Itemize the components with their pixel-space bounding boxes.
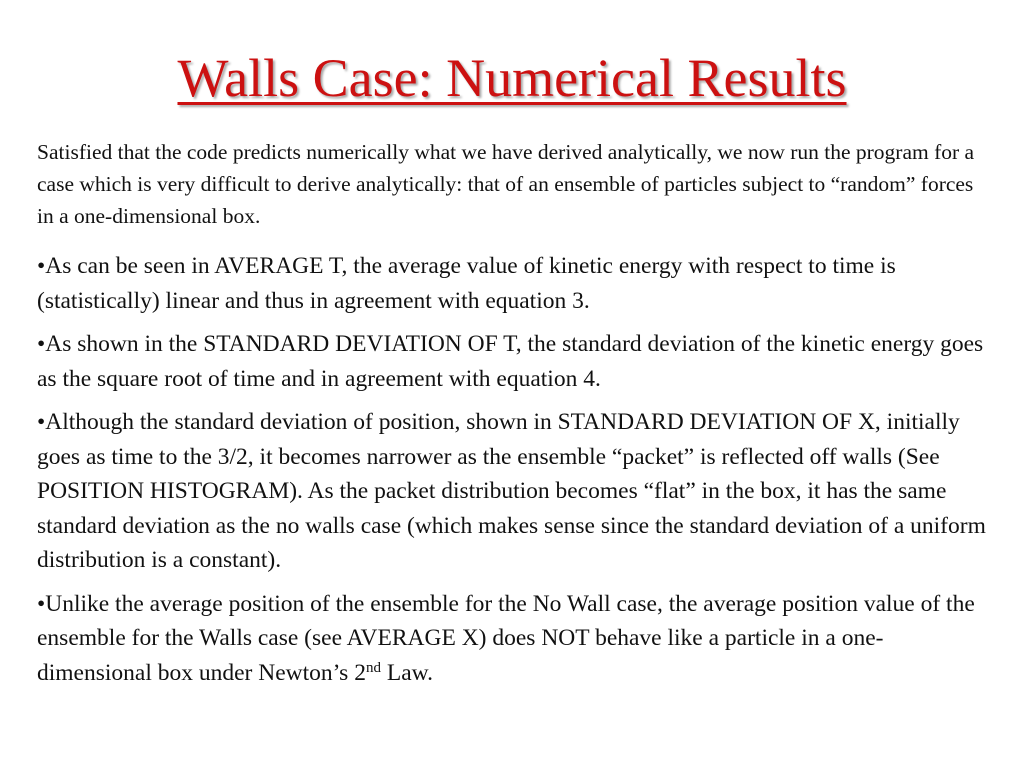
- bullet-list: [37, 249, 987, 699]
- slide-title: Walls Case: Numerical Results: [177, 48, 847, 108]
- bullet-average-x-text: •Unlike the average position of the ensemble for the No Wall case, the average position value of the ensemble for the Walls case (see AVERAGE X) does NOT behave like a particle in a one-dimensional box under Newton’s 2: [37, 590, 975, 686]
- bullet-average-x: [37, 587, 987, 691]
- bullet-average-x-tail: Law.: [380, 659, 433, 686]
- intro-paragraph: Satisfied that the code predicts numerically what we have derived analytically, we now run the program for a case which is very difficult to derive analytically: that of an ensemble of particles subject to “random” forces in a one-dimensional box.: [37, 140, 975, 228]
- ordinal-superscript: nd: [365, 659, 381, 676]
- bullet-std-dev-t: •As shown in the STANDARD DEVIATION OF T, the standard deviation of the kinetic energy goes as the square root of time and in agreement with equation 4.: [37, 331, 984, 392]
- bullet-average-t: •As can be seen in AVERAGE T, the average value of kinetic energy with respect to time is (statistically) linear and thus in agreement with equation 3.: [37, 253, 896, 314]
- bullet-std-dev-x: •Although the standard deviation of position, shown in STANDARD DEVIATION OF X, initially goes as time to the 3/2, it becomes narrower as the ensemble “packet” is reflected off walls (See POSITION HISTOGRAM). As the packet distribution becomes “flat” in the box, it has the same standard deviation as the no walls case (which makes sense since the standard deviation of a uniform distribution is a constant).: [37, 409, 986, 573]
